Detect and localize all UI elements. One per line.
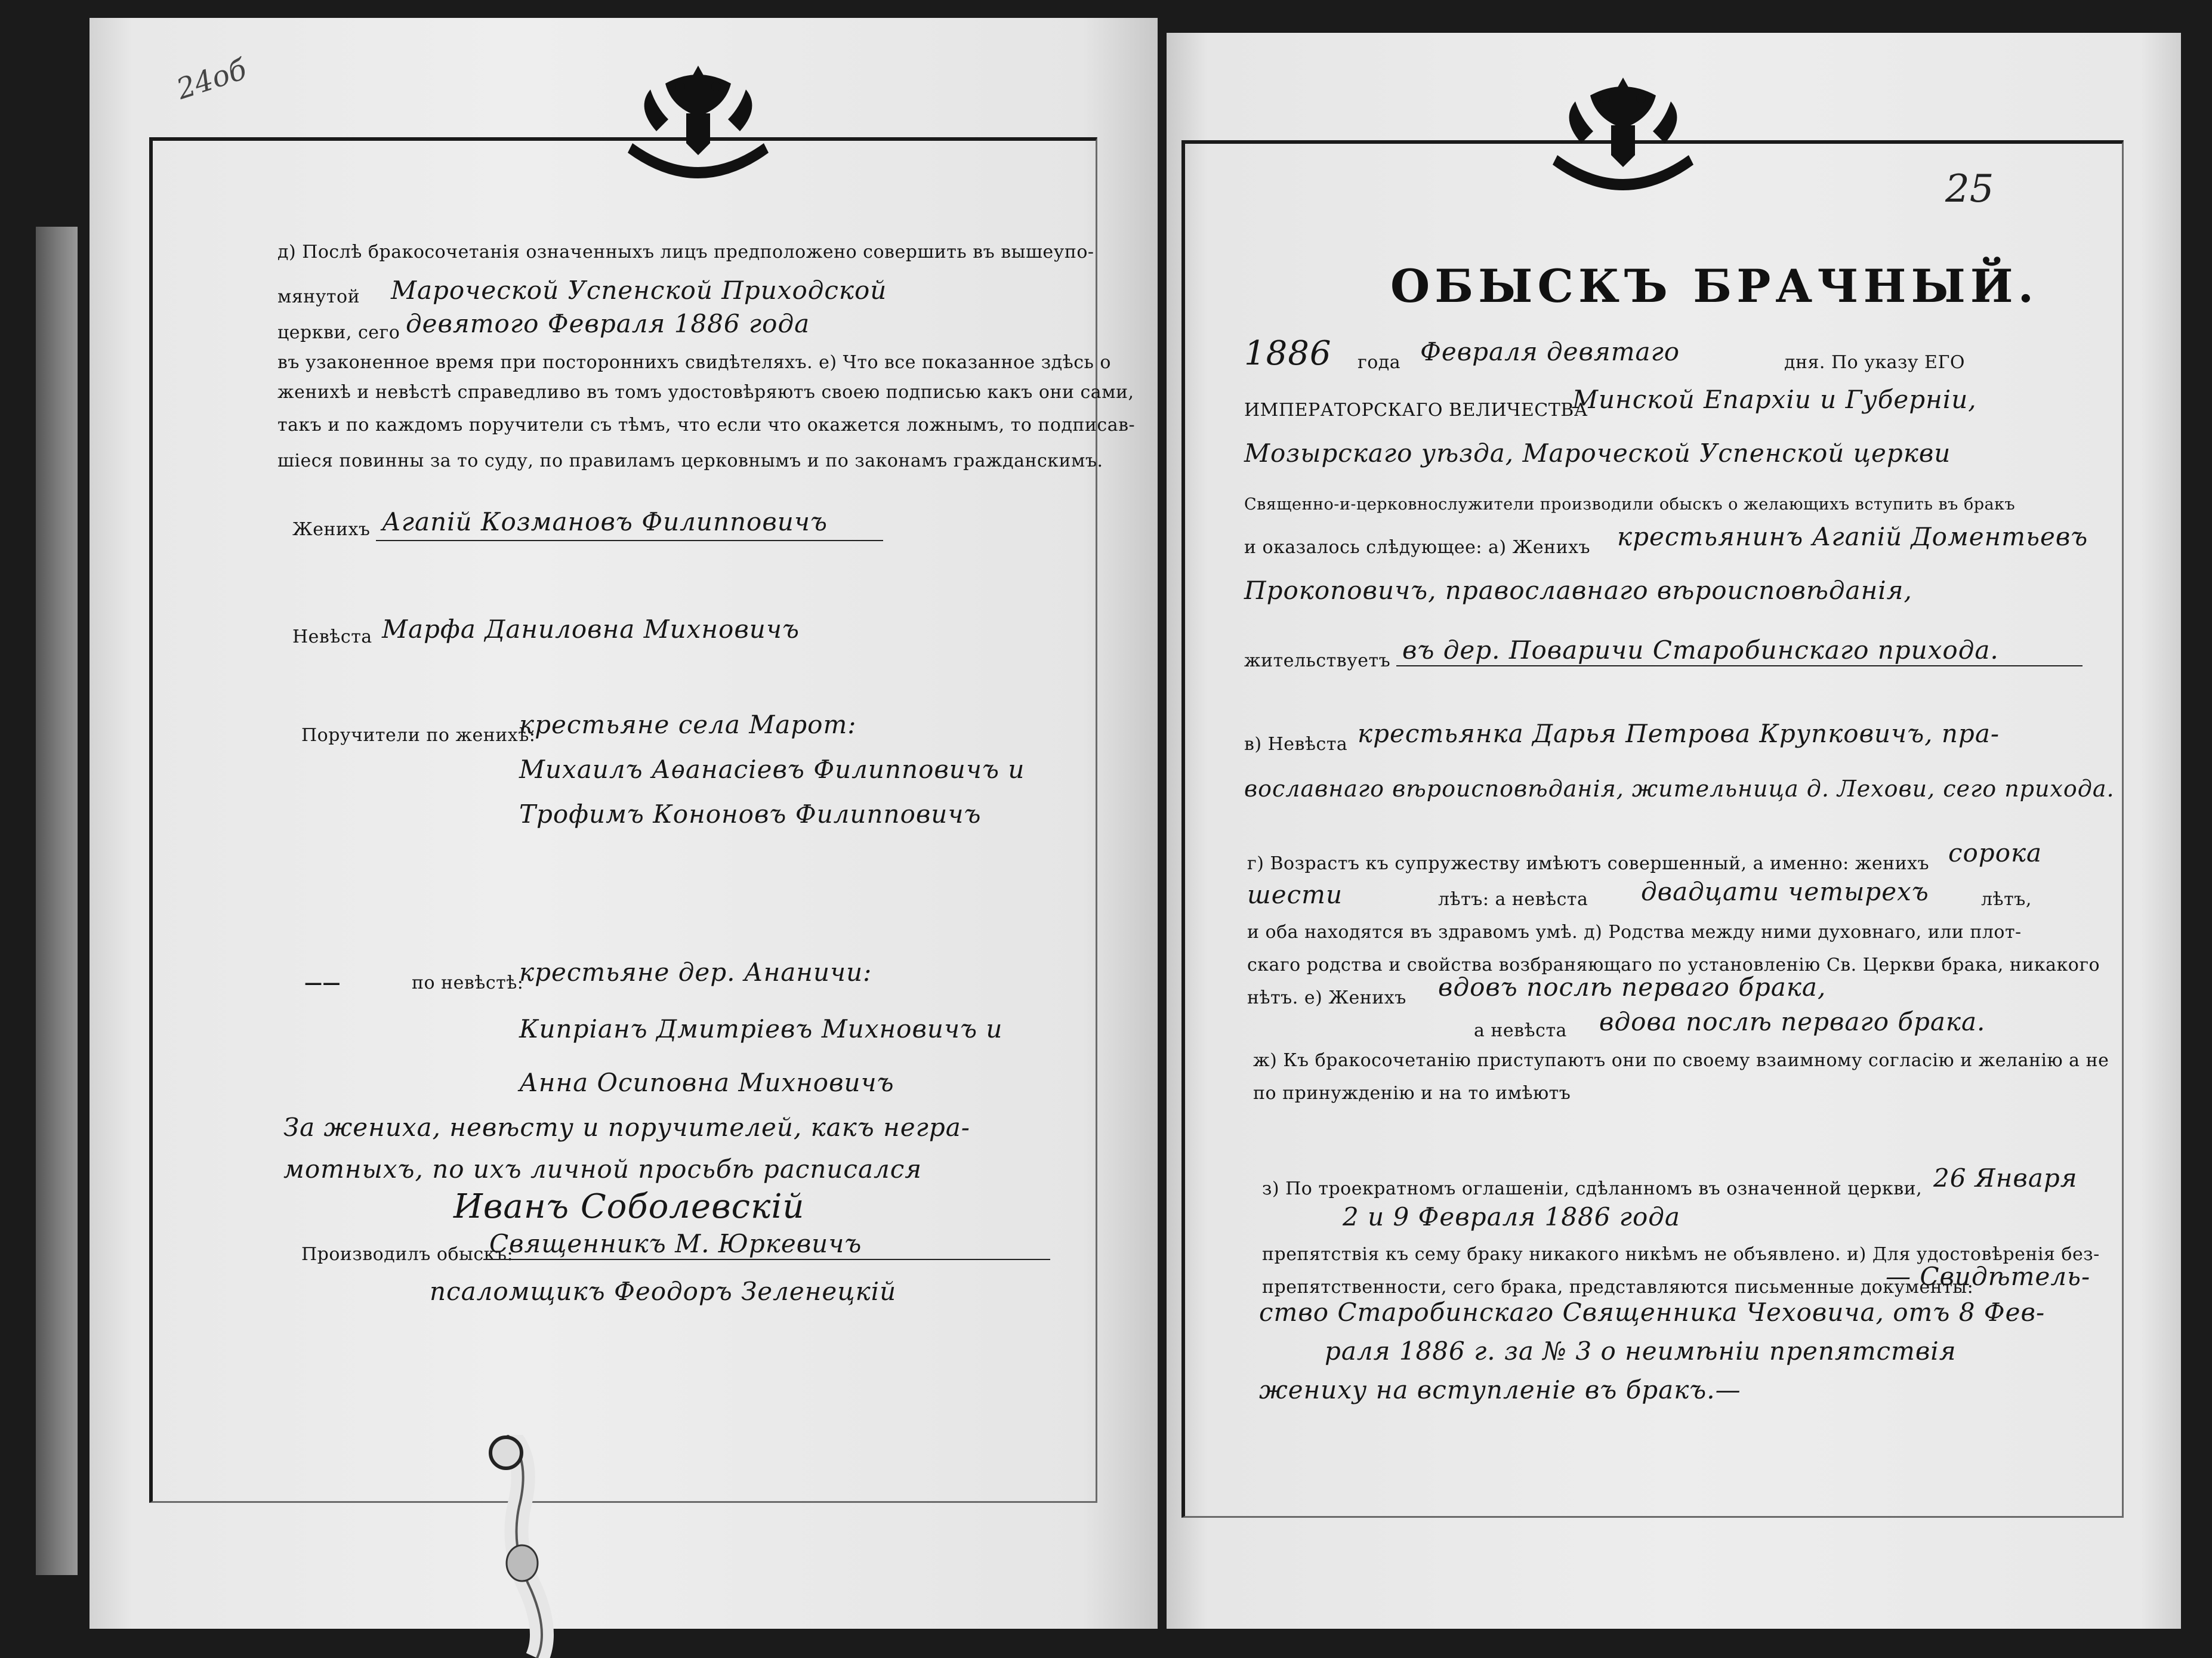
left-clause-d-line4: въ узаконенное время при постороннихъ свидѣтеляхъ. е) Что все показанное здѣсь о xyxy=(277,352,1111,373)
archival-folio-number: 24об xyxy=(172,52,251,107)
illiterate-note-line1: За жениха, невѣсту и поручителей, какъ негра- xyxy=(283,1113,970,1142)
print-goda: года xyxy=(1358,352,1401,373)
bride-handwritten-2: вославнаго вѣроисповѣданія, жительница д. Лехови, сего прихода. xyxy=(1244,776,2115,802)
print-age: г) Возрастъ къ супружеству имѣютъ совершенный, а именно: женихъ xyxy=(1247,853,1930,874)
print-consent: ж) Къ бракосочетанію приступаютъ они по своему взаимному согласію и желанію а не xyxy=(1253,1050,2109,1071)
print-docs: препятственности, сего брака, представляются письменные документы: xyxy=(1262,1277,1974,1298)
bride-signature-handwritten: Марфа Даниловна Михновичъ xyxy=(382,615,800,644)
date-handwritten: Февраля девятаго xyxy=(1420,337,1680,366)
groom-signature-line xyxy=(376,540,883,541)
widow-handwritten: вдова послѣ перваго брака. xyxy=(1599,1007,1986,1036)
groom-label: Женихъ xyxy=(292,519,371,540)
groom-age-2: шести xyxy=(1247,880,1343,909)
binding-cord-seal xyxy=(471,1435,573,1658)
print-net: нѣтъ. е) Женихъ xyxy=(1247,987,1406,1008)
bride-age: двадцати четырехъ xyxy=(1641,877,1929,906)
print-health: и оба находятся въ здравомъ умѣ. д) Родства между ними духовнаго, или плот- xyxy=(1247,922,2022,943)
bride-sureties-line1: крестьяне дер. Ананичи: xyxy=(519,958,872,987)
print-bride: в) Невѣста xyxy=(1244,734,1348,755)
residence-handwritten: въ дер. Поваричи Старобинскаго прихода. xyxy=(1402,635,1999,665)
print-bride2: а невѣста xyxy=(1474,1020,1567,1041)
print-banns: з) По троекратномъ оглашеніи, сдѣланномъ въ означенной церкви, xyxy=(1262,1178,1923,1199)
print-found: и оказалось слѣдующее: а) Женихъ xyxy=(1244,537,1591,558)
uezd-handwritten: Мозырскаго уѣзда, Мароческой Успенской церкви xyxy=(1244,439,1951,468)
print-imperial: ИМПЕРАТОРСКАГО ВЕЛИЧЕСТВА xyxy=(1244,400,1588,421)
left-state-emblem-stamp xyxy=(609,54,788,203)
print-dnya: дня. По указу ЕГО xyxy=(1784,352,1965,373)
docs-handwritten-3: раля 1886 г. за № 3 о неимѣніи препятствія xyxy=(1325,1336,1957,1366)
bride-sureties-label: по невѣстѣ: xyxy=(412,972,524,993)
groom-sureties-line1: крестьяне села Марот: xyxy=(519,710,857,739)
left-clause-e-line1: женихѣ и невѣстѣ справедливо въ томъ удостовѣряютъ своею подписью какъ они сами, xyxy=(277,382,1134,403)
print-let: лѣтъ: а невѣста xyxy=(1438,889,1588,910)
book-edge xyxy=(36,227,78,1575)
document-title: ОБЫСКЪ БРАЧНЫЙ. xyxy=(1390,260,2039,313)
docs-handwritten-2: ство Старобинскаго Священника Чеховича, отъ 8 Фев- xyxy=(1259,1298,2046,1327)
groom-handwritten-1: крестьянинъ Агапій Доментьевъ xyxy=(1617,522,2088,551)
left-clause-e-line2: такъ и по каждомъ поручители съ тѣмъ, что если что окажется ложнымъ, то подписав- xyxy=(277,415,1136,436)
bride-handwritten-1: крестьянка Дарья Петрова Крупковичъ, пра- xyxy=(1358,719,2000,748)
banns-date-1: 26 Января xyxy=(1933,1163,2078,1193)
print-force: по принужденію и на то имѣютъ xyxy=(1253,1083,1571,1104)
bride-sureties-line2: Кипріанъ Дмитріевъ Михновичъ и xyxy=(519,1014,1003,1043)
groom-age-1: сорока xyxy=(1948,838,2043,867)
right-state-emblem-stamp xyxy=(1534,66,1713,215)
widower-handwritten: вдовъ послѣ перваго брака, xyxy=(1438,972,1827,1002)
groom-sureties-label: Поручители по женихѣ: xyxy=(301,725,536,746)
banns-date-2: 2 и 9 Февраля 1886 года xyxy=(1343,1202,1680,1231)
groom-handwritten-2: Прокоповичъ, православнаго вѣроисповѣданія, xyxy=(1244,576,1912,605)
left-clause-d-line1: д) Послѣ бракосочетанія означенныхъ лицъ предположено совершить въ вышеупо- xyxy=(277,242,1094,263)
psalmist-signature: псаломщикъ Феодоръ Зеленецкій xyxy=(430,1277,897,1306)
docs-handwritten-4: жениху на вступленіе въ бракъ.— xyxy=(1259,1375,1741,1404)
bride-sureties-line3: Анна Осиповна Михновичъ xyxy=(519,1068,894,1097)
left-clause-e-line3: шіеся повинны за то суду, по правиламъ церковнымъ и по законамъ гражданскимъ. xyxy=(277,450,1103,471)
illiterate-note-line2: мотныхъ, по ихъ личной просьбѣ расписался xyxy=(283,1154,923,1184)
year-handwritten: 1886 xyxy=(1244,334,1332,373)
signer-name-handwritten: Иванъ Соболевскій xyxy=(453,1187,805,1226)
performer-label: Производилъ обыскъ: xyxy=(301,1244,514,1265)
dash-mark: —— xyxy=(304,972,341,993)
left-clause-d-line2: мянутой xyxy=(277,286,360,307)
groom-sureties-line2: Михаилъ Аѳанасіевъ Филипповичъ и xyxy=(519,755,1025,784)
left-date-handwritten: девятого Февраля 1886 года xyxy=(406,309,810,338)
left-church-handwritten: Мароческой Успенской Приходской xyxy=(391,276,887,305)
residence-line xyxy=(1396,665,2083,666)
groom-signature-handwritten: Агапій Козмановъ Филипповичъ xyxy=(382,507,828,536)
groom-sureties-line3: Трофимъ Кононовъ Филипповичъ xyxy=(519,799,982,829)
print-kin: скаго родства и свойства возбраняющаго по установленію Св. Церкви брака, никакого xyxy=(1247,955,2100,975)
priest-signature-line xyxy=(483,1259,1050,1260)
docs-handwritten-1: — Свидѣтель- xyxy=(1886,1262,2091,1291)
left-clause-d-line3: церкви, сего xyxy=(277,322,400,343)
print-clergy: Священно-и-церковнослужители производили обыскъ о желающихъ вступить въ бракъ xyxy=(1244,495,2016,514)
page-number: 25 xyxy=(1945,167,1994,211)
priest-signature: Священникъ М. Юркевичъ xyxy=(489,1229,862,1258)
print-impede: препятствія къ сему браку никакого никѣмъ не объявлено. и) Для удостовѣренія без- xyxy=(1262,1244,2100,1265)
bride-label: Невѣста xyxy=(292,626,372,647)
diocese-handwritten: Минской Епархіи и Губерніи, xyxy=(1572,385,1977,414)
print-let2: лѣтъ, xyxy=(1981,889,2032,910)
print-residence: жительствуетъ xyxy=(1244,650,1391,671)
